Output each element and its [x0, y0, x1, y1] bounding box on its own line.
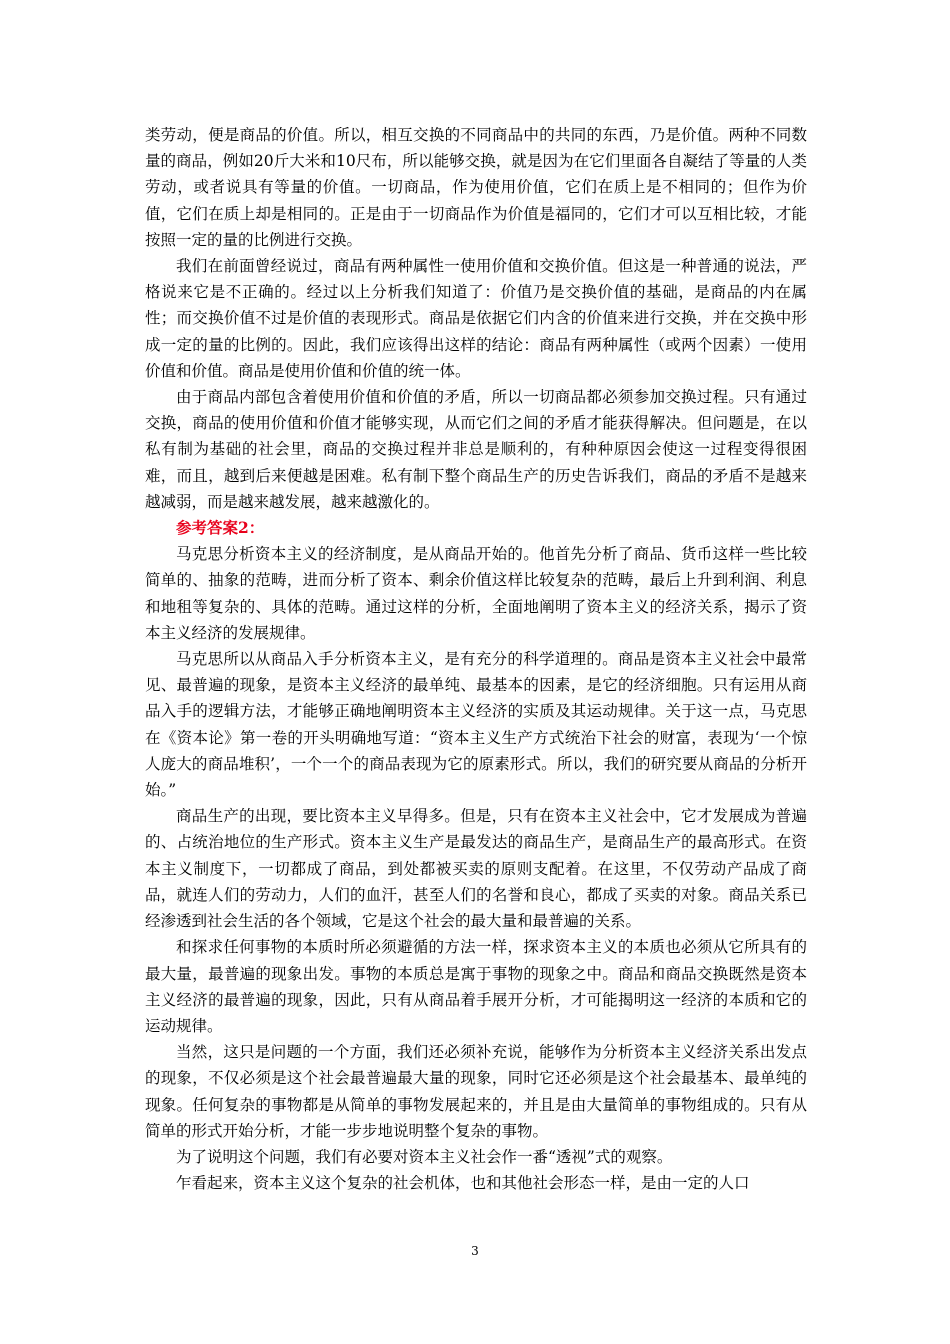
paragraph-4: 马克思分析资本主义的经济制度，是从商品开始的。他首先分析了商品、货币这样一些比较简单的、抽象的范畴，进而分析了资本、剩余价值这样比较复杂的范畴，最后上升到利润、利息和地租等复杂的、具体的范畴。通过这样的分析，全面地阐明了资本主义的经济关系，揭示了资本主义经济的发展规律。	[145, 545, 807, 642]
paragraph-1: 类劳动，便是商品的价值。所以，相互交换的不同商品中的共同的东西，乃是价值。两种不同数量的商品，例如20斤大米和10尺布，所以能够交换，就是因为在它们里面各自凝结了等量的人类劳动，或者说具有等量的价值。一切商品，作为使用价值，它们在质上是不相同的；但作为价值，它们在质上却是相同的。正是由于一切商品作为价值是福同的，它们才可以互相比较，才能按照一定的量的比例进行交换。	[145, 126, 807, 249]
paragraph-2: 我们在前面曾经说过，商品有两种属性一使用价值和交换价值。但这是一种普通的说法，严格说来它是不正确的。经过以上分析我们知道了：价值乃是交换价值的基础，是商品的内在属性；而交换价值不过是价值的表现形式。商品是依据它们内含的价值来进行交换，并在交换中形成一定的量的比例的。因此，我们应该得出这样的结论：商品有两种属性（或两个因素）一使用价值和价值。商品是使用价值和价值的统一体。	[145, 257, 807, 380]
paragraph-10: 乍看起来，资本主义这个复杂的社会机体，也和其他社会形态一样，是由一定的人口	[176, 1174, 750, 1193]
paragraph-9: 为了说明这个问题，我们有必要对资本主义社会作一番“透视”式的观察。	[176, 1147, 673, 1166]
answer-heading: 参考答案2：	[176, 518, 265, 538]
paragraph-8: 当然，这只是问题的一个方面，我们还必须补充说，能够作为分析资本主义经济关系出发点的现象，不仅必须是这个社会最普遍最大量的现象，同时它还必须是这个社会最基本、最单纯的现象。任何复杂的事物都是从简单的事物发展起来的，并且是由大量简单的事物组成的。只有从简单的形式开始分析，才能一步步地说明整个复杂的事物。	[145, 1043, 807, 1140]
paragraph-6: 商品生产的出现，要比资本主义早得多。但是，只有在资本主义社会中，它才发展成为普遍的、占统治地位的生产形式。资本主义生产是最发达的商品生产，是商品生产的最高形式。在资本主义制度下，一切都成了商品，到处都被买卖的原则支配着。在这里，不仅劳动产品成了商品，就连人们的劳动力，人们的血汗，甚至人们的名誉和良心，都成了买卖的对象。商品关系已经渗透到社会生活的各个领域，它是这个社会的最大量和最普遍的关系。	[145, 807, 807, 931]
paragraph-3: 由于商品内部包含着使用价值和价值的矛盾，所以一切商品都必须参加交换过程。只有通过交换，商品的使用价值和价值才能够实现，从而它们之间的矛盾才能获得解决。但问题是，在以私有制为基础的社会里，商品的交换过程并非总是顺利的，有种种原因会使这一过程变得很困难，而且，越到后来便越是困难。私有制下整个商品生产的历史告诉我们，商品的矛盾不是越来越减弱，而是越来越发展，越来越激化的。	[145, 388, 807, 511]
paragraph-5: 马克思所以从商品入手分析资本主义，是有充分的科学道理的。商品是资本主义社会中最常见、最普遍的现象，是资本主义经济的最单纯、最基本的因素，是它的经济细胞。只有运用从商品入手的逻辑方法，才能够正确地阐明资本主义经济的实质及其运动规律。关于这一点，马克思在《资本论》第一卷的开头明确地写道：“资本主义生产方式统治下社会的财富，表现为‘一个惊人庞大的商品堆积’，一个一个的商品表现为它的原素形式。所以，我们的研究要从商品的分析开始。”	[145, 650, 807, 800]
page-number: 3	[471, 1244, 479, 1258]
document-body	[145, 122, 807, 1196]
paragraph-7: 和探求任何事物的本质时所必须避循的方法一样，探求资本主义的本质也必须从它所具有的最大量，最普遍的现象出发。事物的本质总是寓于事物的现象之中。商品和商品交换既然是资本主义经济的最普遍的现象，因此，只有从商品着手展开分析，才可能揭明这一经济的本质和它的运动规律。	[145, 938, 807, 1035]
